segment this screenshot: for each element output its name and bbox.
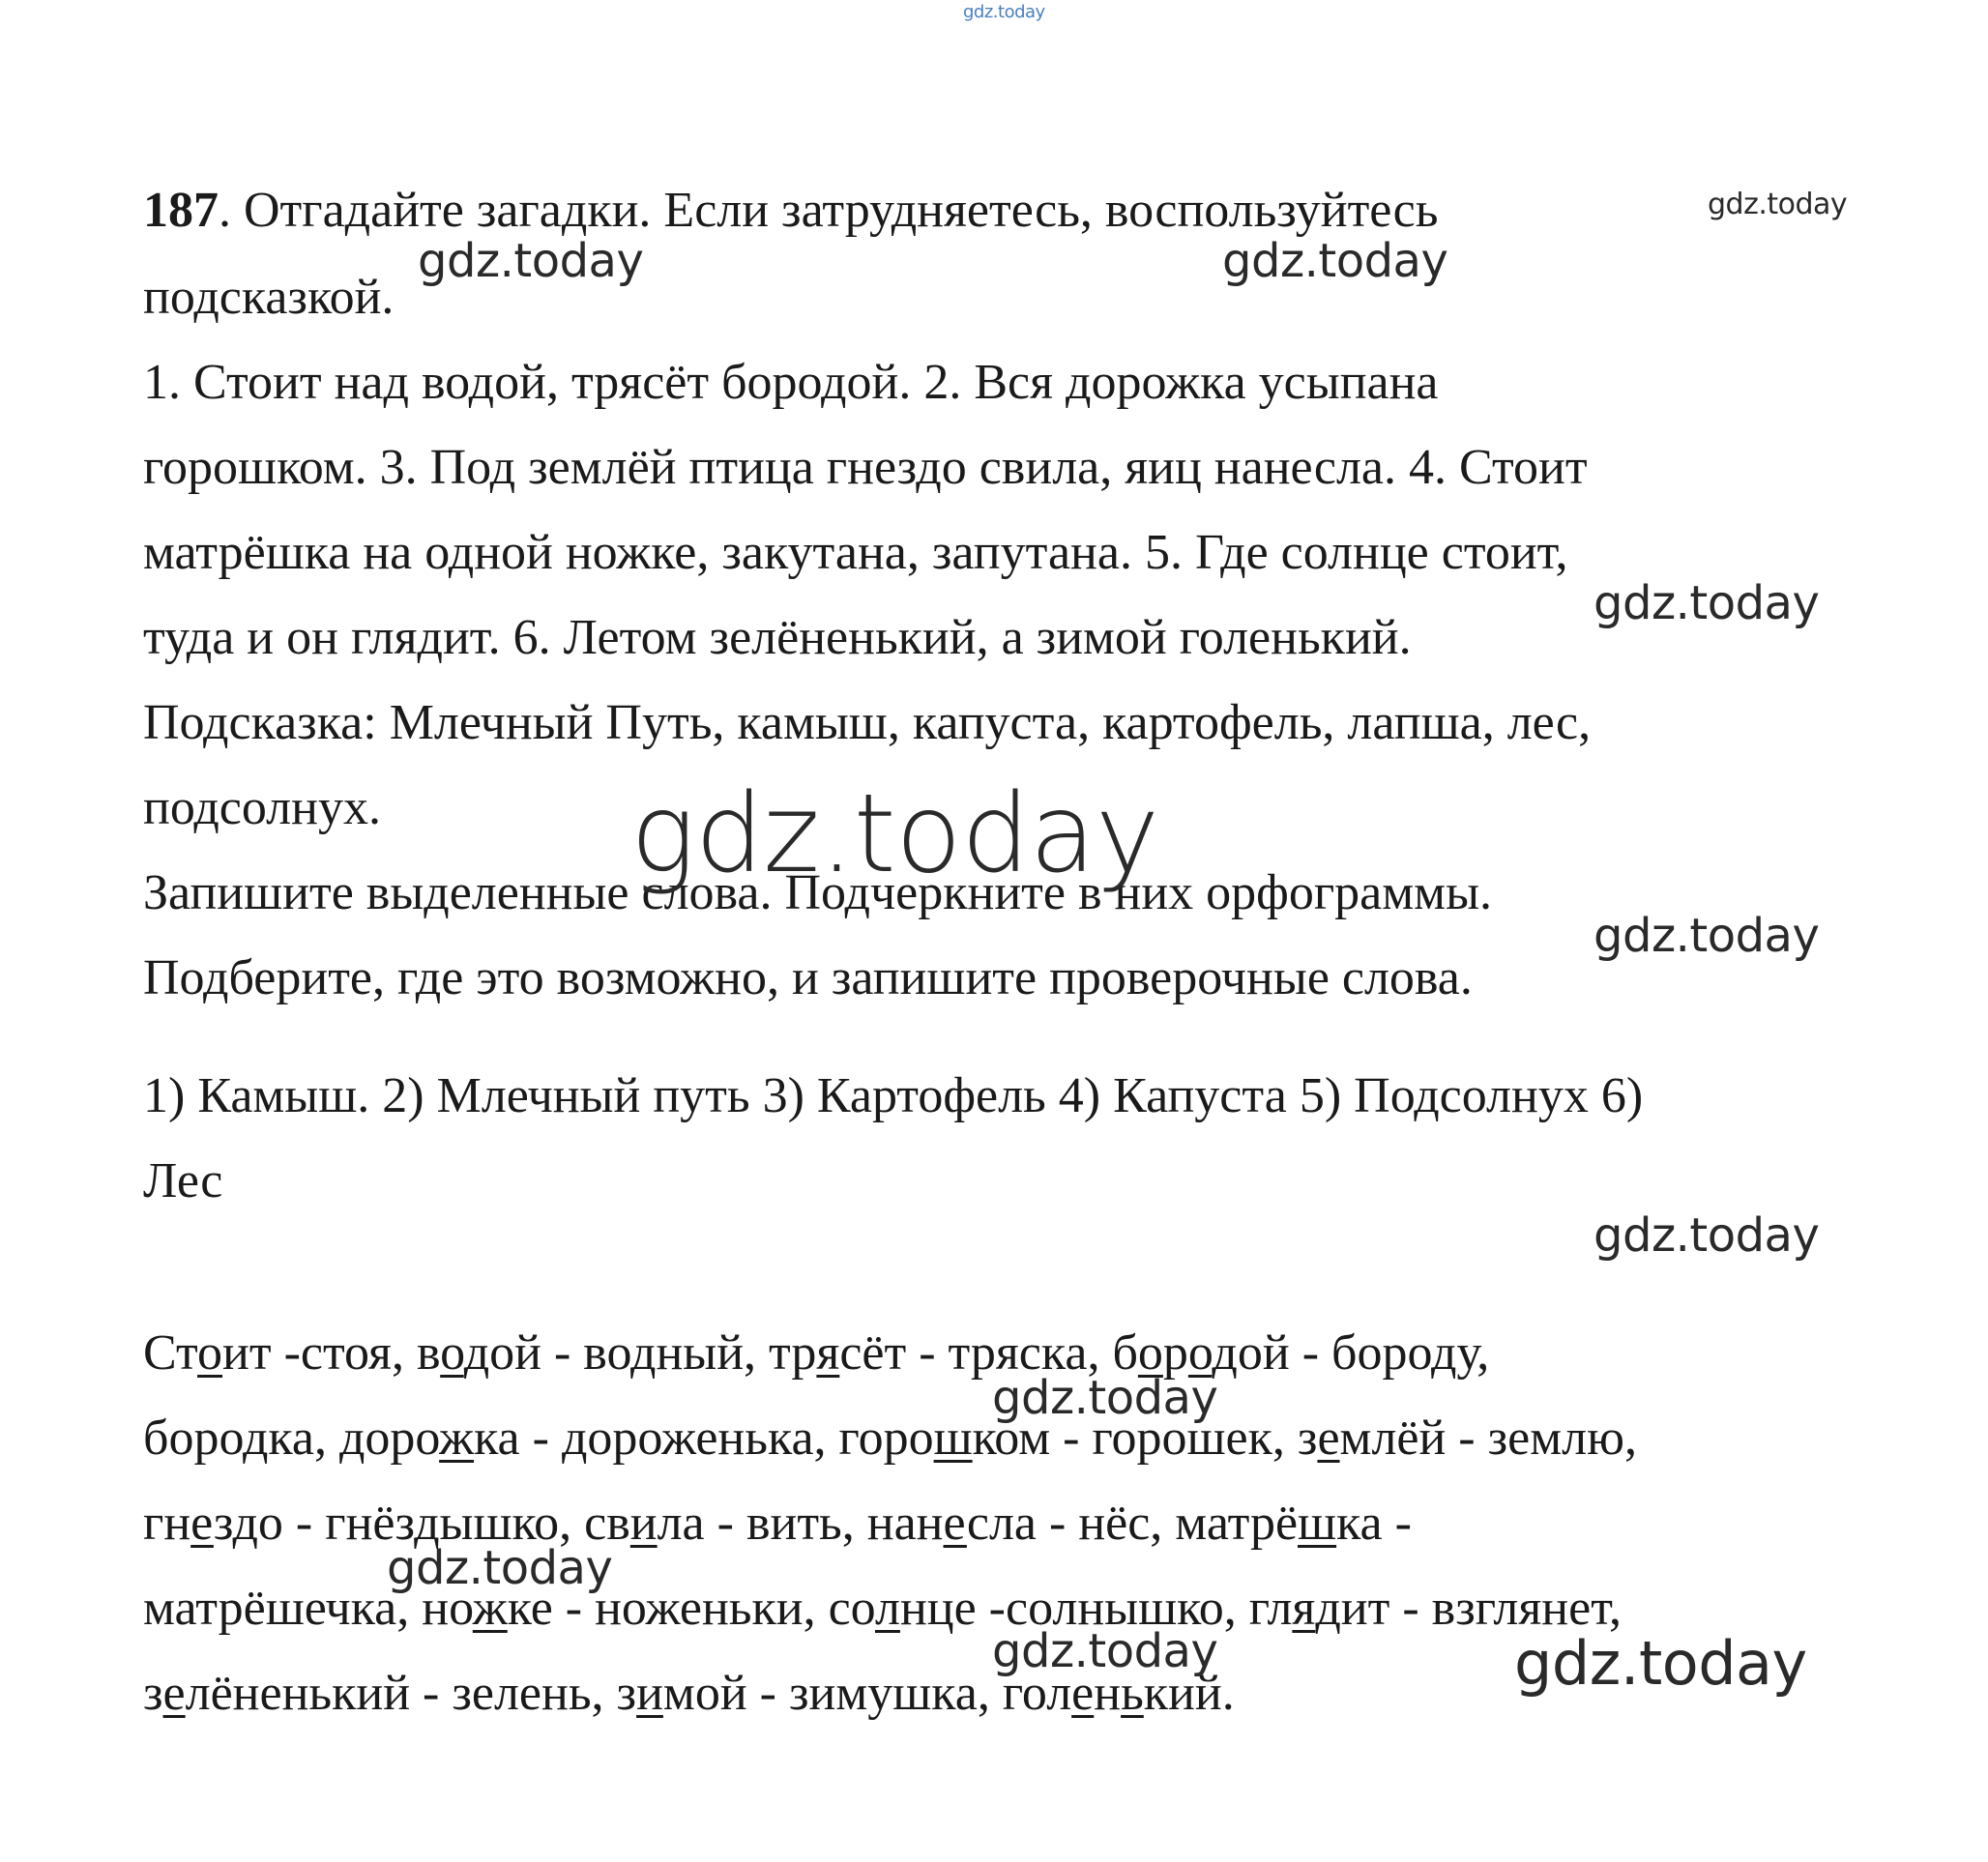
text-segment: дой - водный, тр bbox=[463, 1325, 817, 1381]
underlined-letter: ж bbox=[472, 1581, 508, 1636]
watermark: gdz.today bbox=[992, 1371, 1218, 1425]
text-segment: мой - зимушка, гол bbox=[662, 1666, 1072, 1721]
watermark: gdz.today bbox=[1593, 576, 1820, 630]
underlined-letter: е bbox=[162, 1666, 186, 1721]
underlined-letter: е bbox=[190, 1496, 214, 1551]
text-segment: матрёшечка, но bbox=[143, 1581, 473, 1636]
text-segment: ка - дороженька, горо bbox=[474, 1411, 934, 1466]
text-segment: дой - бороду, bbox=[1212, 1325, 1490, 1381]
watermark: gdz.today bbox=[418, 234, 644, 288]
text-segment: нце -солнышко, гл bbox=[899, 1581, 1293, 1636]
underlined-letter: е bbox=[1071, 1666, 1095, 1721]
text-segment: кий. bbox=[1143, 1666, 1235, 1721]
text-segment: ла - вить, нан bbox=[657, 1496, 944, 1551]
underlined-letter: о bbox=[1187, 1325, 1213, 1381]
check-words-line bbox=[143, 1580, 1622, 1638]
instruction-line: Подберите, где это возможно, и запишите проверочные слова. bbox=[143, 950, 1473, 1005]
underlined-letter: я bbox=[816, 1325, 840, 1381]
underlined-letter: л bbox=[874, 1581, 900, 1636]
text-segment: р bbox=[1162, 1325, 1188, 1381]
watermark: gdz.today bbox=[1222, 234, 1448, 288]
text-segment: ит -стоя, в bbox=[222, 1325, 441, 1381]
watermark: gdz.today bbox=[1593, 909, 1820, 963]
underlined-letter: е bbox=[1317, 1411, 1340, 1466]
text-segment: лёненький - зелень, з bbox=[185, 1666, 637, 1721]
answers-line: 1) Камыш. 2) Млечный путь 3) Картофель 4) Капуста 5) Подсолнух 6) bbox=[143, 1068, 1644, 1123]
watermark: gdz.today bbox=[992, 1624, 1218, 1678]
text-segment: ке - ноженьки, со bbox=[507, 1581, 875, 1636]
text-segment: гн bbox=[143, 1496, 191, 1551]
underlined-letter: и bbox=[636, 1666, 663, 1721]
task-heading-line-2: подсказкой. bbox=[143, 270, 395, 325]
check-words-line bbox=[143, 1324, 1489, 1382]
answers-line: Лес bbox=[143, 1153, 223, 1208]
underlined-letter: я bbox=[1292, 1581, 1316, 1636]
hint-line: Подсказка: Млечный Путь, камыш, капуста, картофель, лапша, лес, bbox=[143, 695, 1592, 750]
task-heading-text: . Отгадайте загадки. Если затрудняетесь, воспользуйтесь bbox=[219, 183, 1439, 238]
underlined-letter: е bbox=[943, 1496, 967, 1551]
text-segment: здо - гнёздышко, св bbox=[213, 1496, 630, 1551]
hint-line: подсолнух. bbox=[143, 780, 381, 835]
instruction-line: Запишите выделенные слова. Подчеркните в них орфограммы. bbox=[143, 865, 1493, 920]
underlined-letter: ж bbox=[439, 1411, 475, 1466]
watermark: gdz.today bbox=[630, 771, 1159, 897]
text-segment: бородка, доро bbox=[143, 1411, 440, 1466]
check-words-line bbox=[143, 1495, 1412, 1553]
watermark-top: gdz.today bbox=[963, 2, 1045, 22]
check-words-line bbox=[143, 1410, 1637, 1468]
text-segment: дит - взглянет, bbox=[1315, 1581, 1623, 1636]
underlined-letter: о bbox=[1137, 1325, 1163, 1381]
underlined-letter: о bbox=[197, 1325, 223, 1381]
text-segment: н bbox=[1094, 1666, 1122, 1721]
riddle-line: горошком. 3. Под землёй птица гнездо свила, яиц нанесла. 4. Стоит bbox=[143, 440, 1588, 495]
text-segment: з bbox=[143, 1666, 163, 1721]
text-segment: млёй - землю, bbox=[1339, 1411, 1637, 1466]
text-segment: сла - нёс, матрё bbox=[966, 1496, 1299, 1551]
watermark: gdz.today bbox=[1514, 1628, 1807, 1699]
underlined-letter: ш bbox=[1298, 1496, 1337, 1551]
task-number: 187 bbox=[143, 183, 219, 238]
watermark: gdz.today bbox=[387, 1541, 613, 1595]
text-segment: ка - bbox=[1336, 1496, 1412, 1551]
text-segment: Ст bbox=[143, 1325, 198, 1381]
riddle-line: матрёшка на одной ножке, закутана, запутана. 5. Где солнце стоит, bbox=[143, 525, 1568, 580]
task-heading-line-1 bbox=[143, 182, 1438, 240]
text-segment: сёт - тряска, б bbox=[839, 1325, 1138, 1381]
underlined-letter: ш bbox=[933, 1411, 973, 1466]
riddle-line: 1. Стоит над водой, трясёт бородой. 2. Вся дорожка усыпана bbox=[143, 355, 1439, 410]
text-segment: ком - горошек, з bbox=[972, 1411, 1318, 1466]
underlined-letter: и bbox=[629, 1496, 658, 1551]
watermark: gdz.today bbox=[1593, 1208, 1820, 1263]
underlined-letter: о bbox=[440, 1325, 464, 1381]
riddle-line: туда и он глядит. 6. Летом зелёненький, а зимой голенький. bbox=[143, 610, 1412, 665]
watermark: gdz.today bbox=[1708, 188, 1848, 221]
underlined-letter: ь bbox=[1121, 1666, 1144, 1721]
